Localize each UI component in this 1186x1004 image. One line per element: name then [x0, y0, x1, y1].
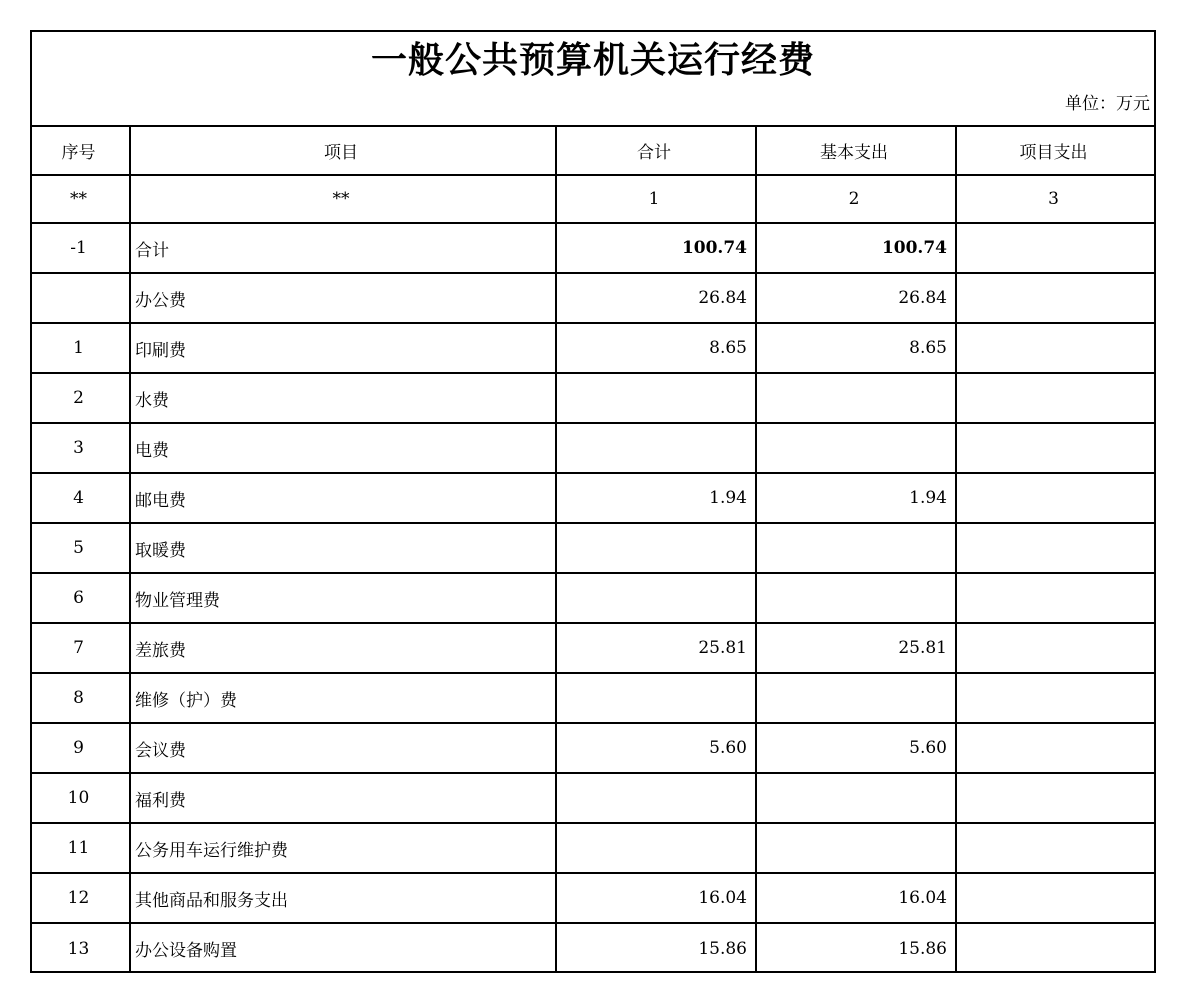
table-row — [32, 523, 1154, 573]
budget-sheet — [30, 30, 1156, 973]
cell-item: 公务用车运行维护费 — [130, 823, 556, 873]
cell-item: 印刷费 — [130, 323, 556, 373]
cell-no — [32, 273, 130, 323]
table-row — [32, 773, 1154, 823]
cell-total: 26.84 — [556, 273, 756, 323]
page-title: 一般公共预算机关运行经费 — [370, 39, 815, 81]
cell-basic: 25.81 — [756, 623, 956, 673]
subheader-item: ** — [130, 175, 556, 223]
cell-item: 水费 — [130, 373, 556, 423]
cell-basic — [756, 773, 956, 823]
cell-project — [956, 373, 1154, 423]
cell-basic: 8.65 — [756, 323, 956, 373]
header-total: 合计 — [556, 127, 756, 175]
table-row — [32, 423, 1154, 473]
cell-no: 1 — [32, 323, 130, 373]
cell-no: 13 — [32, 923, 130, 973]
cell-total — [556, 573, 756, 623]
header-basic: 基本支出 — [756, 127, 956, 175]
cell-no: 5 — [32, 523, 130, 573]
cell-basic — [756, 573, 956, 623]
table-row — [32, 473, 1154, 523]
cell-basic — [756, 673, 956, 723]
table-row — [32, 823, 1154, 873]
cell-total: 16.04 — [556, 873, 756, 923]
cell-total — [556, 673, 756, 723]
cell-item: 福利费 — [130, 773, 556, 823]
cell-total: 8.65 — [556, 323, 756, 373]
cell-total: 100.74 — [556, 223, 756, 273]
cell-basic — [756, 373, 956, 423]
cell-project — [956, 273, 1154, 323]
cell-project — [956, 473, 1154, 523]
cell-basic: 26.84 — [756, 273, 956, 323]
table-row — [32, 323, 1154, 373]
table-row — [32, 923, 1154, 973]
subheader-basic: 2 — [756, 175, 956, 223]
cell-item: 其他商品和服务支出 — [130, 873, 556, 923]
cell-item: 办公费 — [130, 273, 556, 323]
cell-item: 差旅费 — [130, 623, 556, 673]
cell-project — [956, 873, 1154, 923]
cell-basic: 5.60 — [756, 723, 956, 773]
cell-total — [556, 523, 756, 573]
cell-total: 1.94 — [556, 473, 756, 523]
table-row — [32, 573, 1154, 623]
subheader-total: 1 — [556, 175, 756, 223]
header-item: 项目 — [130, 127, 556, 175]
cell-project — [956, 573, 1154, 623]
cell-item: 取暖费 — [130, 523, 556, 573]
cell-no: 9 — [32, 723, 130, 773]
budget-table — [32, 127, 1154, 973]
table-row — [32, 373, 1154, 423]
cell-project — [956, 673, 1154, 723]
cell-total — [556, 823, 756, 873]
cell-project — [956, 623, 1154, 673]
cell-basic — [756, 823, 956, 873]
cell-project — [956, 723, 1154, 773]
table-row — [32, 223, 1154, 273]
cell-item: 物业管理费 — [130, 573, 556, 623]
unit-label: 单位：万元 — [1065, 94, 1150, 114]
cell-no: 6 — [32, 573, 130, 623]
cell-basic: 15.86 — [756, 923, 956, 973]
header-row — [32, 127, 1154, 175]
table-row — [32, 273, 1154, 323]
cell-item: 办公设备购置 — [130, 923, 556, 973]
cell-total: 15.86 — [556, 923, 756, 973]
cell-item: 会议费 — [130, 723, 556, 773]
cell-project — [956, 923, 1154, 973]
cell-basic — [756, 523, 956, 573]
cell-total — [556, 423, 756, 473]
subheader-no: ** — [32, 175, 130, 223]
cell-project — [956, 823, 1154, 873]
cell-basic: 100.74 — [756, 223, 956, 273]
cell-item: 邮电费 — [130, 473, 556, 523]
cell-total — [556, 773, 756, 823]
cell-item: 电费 — [130, 423, 556, 473]
cell-project — [956, 773, 1154, 823]
cell-basic — [756, 423, 956, 473]
cell-no: 10 — [32, 773, 130, 823]
cell-no: 11 — [32, 823, 130, 873]
table-row — [32, 623, 1154, 673]
header-no: 序号 — [32, 127, 130, 175]
cell-total: 5.60 — [556, 723, 756, 773]
cell-total: 25.81 — [556, 623, 756, 673]
cell-no: 4 — [32, 473, 130, 523]
cell-no: 12 — [32, 873, 130, 923]
cell-no: -1 — [32, 223, 130, 273]
cell-total — [556, 373, 756, 423]
cell-basic: 1.94 — [756, 473, 956, 523]
table-row — [32, 873, 1154, 923]
header-project: 项目支出 — [956, 127, 1154, 175]
title-area — [32, 32, 1154, 127]
cell-item: 合计 — [130, 223, 556, 273]
table-row — [32, 673, 1154, 723]
cell-item: 维修（护）费 — [130, 673, 556, 723]
cell-no: 7 — [32, 623, 130, 673]
cell-no: 2 — [32, 373, 130, 423]
cell-project — [956, 423, 1154, 473]
cell-no: 3 — [32, 423, 130, 473]
cell-no: 8 — [32, 673, 130, 723]
table-row — [32, 723, 1154, 773]
cell-basic: 16.04 — [756, 873, 956, 923]
subheader-row — [32, 175, 1154, 223]
subheader-project: 3 — [956, 175, 1154, 223]
cell-project — [956, 223, 1154, 273]
cell-project — [956, 523, 1154, 573]
cell-project — [956, 323, 1154, 373]
